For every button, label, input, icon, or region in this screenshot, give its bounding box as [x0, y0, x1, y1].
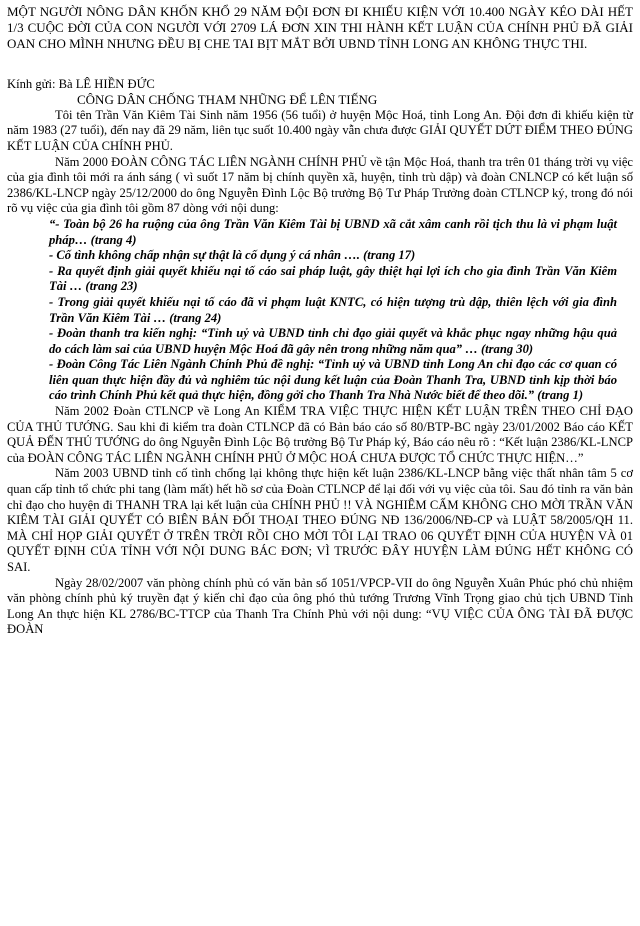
- quote-item: - Đoàn Công Tác Liên Ngành Chính Phủ đề nghị: “Tỉnh uỷ và UBND tỉnh Long An chỉ đạo các cơ quan có liên quan thực hiện đầy đủ và nghiêm túc nội dung kết luận của Đoàn Thanh Tra, UBND tỉnh kịp thời báo cáo trình Chính Phủ kết quả thực hiện, đồng gởi cho Thanh Tra Nhà Nước biết để theo dõi.” (trang 1): [49, 357, 617, 403]
- quote-item: - Ra quyết định giải quyết khiếu nại tố cáo sai pháp luật, gây thiệt hại lợi ích cho gia đình Trần Văn Kiêm Tài … (trang 23): [49, 263, 617, 294]
- paragraph-2003-violation: Năm 2003 UBND tỉnh cố tình chống lại không thực hiện kết luận 2386/KL-LNCP bằng việc thất nhân tâm 5 cơ quan cấp tỉnh tổ chức phi tang (làm mất) hết hồ sơ của Đoàn CTLNCP để lại đối với vụ việc của tôi. Sau đó tỉnh ra văn bản chỉ đạo cho huyện đi THANH TRA lại kết luận của CHÍNH PHỦ !! VÀ NGHIÊM CẤM KHÔNG CHO MỜI TRẦN VĂN KIÊM TÀI GIẢI QUYẾT CÓ BIÊN BẢN ĐỐI THOẠI THEO ĐÚNG NĐ 136/2006/NĐ-CP và LUẬT 58/2005/QH 11. MÀ CHỈ HỌP GIẢI QUYẾT Ở TRÊN TRỜI RỒI CHO MỜI TÔI LẠI TRAO 06 QUYẾT ĐỊNH CỦA HUYỆN VÀ 01 QUYẾT ĐỊNH CỦA TỈNH VỚI NỘI DUNG BÁC ĐƠN; VÌ TRƯỚC ĐÂY HUYỆN LÀM ĐÚNG HẾT KHÔNG CÓ SAI.: [7, 466, 633, 575]
- sender-title: CÔNG DÂN CHỐNG THAM NHŨNG ĐỂ LÊN TIẾNG: [77, 92, 378, 108]
- paragraph-intro: Tôi tên Trần Văn Kiêm Tài Sinh năm 1956 (56 tuổi) ở huyện Mộc Hoá, tỉnh Long An. Đội đơn đi khiếu kiện từ năm 1983 (27 tuổi), đến nay đã 29 năm, liên tục suốt 10.400 ngày vẫn chưa được GIẢI QUYẾT DỨT ĐIỂM THEO ĐÚNG KẾT LUẬN CỦA CHÍNH PHỦ.: [7, 107, 633, 153]
- paragraph-2000-inspection: Năm 2000 ĐOÀN CÔNG TÁC LIÊN NGÀNH CHÍNH PHỦ về tận Mộc Hoá, thanh tra trên 01 tháng trời vụ việc của gia đình tôi mới ra ánh sáng ( vì suốt 17 năm bị chính quyền xã, huyện, tỉnh trù dập) và đoàn CNLNCP có kết luận số 2386/KL-LNCP ngày 25/12/2000 do ông Nguyễn Đình Lộc Bộ trưởng Bộ Tư Pháp Trưởng đoàn CTLNCP ký, trong đó nói rõ vụ việc của gia đình tôi gồm 87 dòng với nội dung:: [7, 154, 633, 216]
- greeting-line: Kính gửi: Bà LÊ HIỀN ĐỨC: [7, 76, 155, 91]
- quoted-conclusions-list: [7, 217, 633, 404]
- document-headline: MỘT NGƯỜI NÔNG DÂN KHỐN KHỔ 29 NĂM ĐỘI ĐƠN ĐI KHIẾU KIỆN VỚI 10.400 NGÀY KÉO DÀI HẾT 1/3 CUỘC ĐỜI CỦA CON NGƯỜI VỚI 2709 LÁ ĐƠN XIN THI HÀNH KẾT LUẬN CỦA CHÍNH PHỦ ĐÃ GIẢI OAN CHO MÌNH NHƯNG ĐỀU BỊ CHE TAI BỊT MẮT BỞI UBND TỈNH LONG AN KHÔNG THỰC THI.: [7, 4, 633, 52]
- quote-item: “- Toàn bộ 26 ha ruộng của ông Trần Văn Kiêm Tài bị UBND xã cắt xâm canh rồi tịch thu là vi phạm luật pháp… (trang 4): [49, 216, 617, 247]
- quote-item: - Cố tình không chấp nhận sự thật là cố dụng ý cá nhân …. (trang 17): [49, 248, 416, 263]
- paragraph-2002-check: Năm 2002 Đoàn CTLNCP về Long An KIỂM TRA VIỆC THỰC HIỆN KẾT LUẬN TRÊN THEO CHỈ ĐẠO CỦA THỦ TƯỚNG. Sau khi đi kiểm tra đoàn CTLNCP đã có Bản báo cáo số 80/BTP-BC ngày 23/01/2002 Báo cáo KẾT QUẢ ĐẾN THỦ TƯỚNG do ông Nguyễn Đình Lộc Bộ trưởng Bộ Tư Pháp ký, Báo cáo nêu rõ : “Kết luận 2386/KL-LNCP của ĐOÀN CÔNG TÁC LIÊN NGÀNH CHÍNH PHỦ Ở MỘC HOÁ CHƯA ĐƯỢC TỔ CHỨC THỰC HIỆN…”: [7, 404, 633, 465]
- quote-item: - Đoàn thanh tra kiến nghị: “Tỉnh uỷ và UBND tỉnh chỉ đạo giải quyết và khắc phục ngay những hậu quả do cách làm sai của UBND huyện Mộc Hoá đã gây nên trong những năm qua” … (trang 30): [49, 326, 617, 356]
- paragraph-2007-directive: Ngày 28/02/2007 văn phòng chính phủ có văn bản số 1051/VPCP-VII do ông Nguyễn Xuân Phúc phó chủ nhiệm văn phòng chính phủ ký truyền đạt ý kiến chỉ đạo của ông phó thủ tướng Trương Vĩnh Trọng giao chủ tịch UBND Tỉnh Long An thực hiện KL 2786/BC-TTCP của Thanh Tra Chính Phủ với nội dung: “VỤ VIỆC CỦA ÔNG TÀI ĐÃ ĐƯỢC ĐOÀN: [7, 575, 633, 637]
- quote-item: - Trong giải quyết khiếu nại tố cáo đã vi phạm luật KNTC, có hiện tượng trù dập, thiên lệch với gia đình Trần Văn Kiêm Tài … (trang 24): [49, 294, 617, 325]
